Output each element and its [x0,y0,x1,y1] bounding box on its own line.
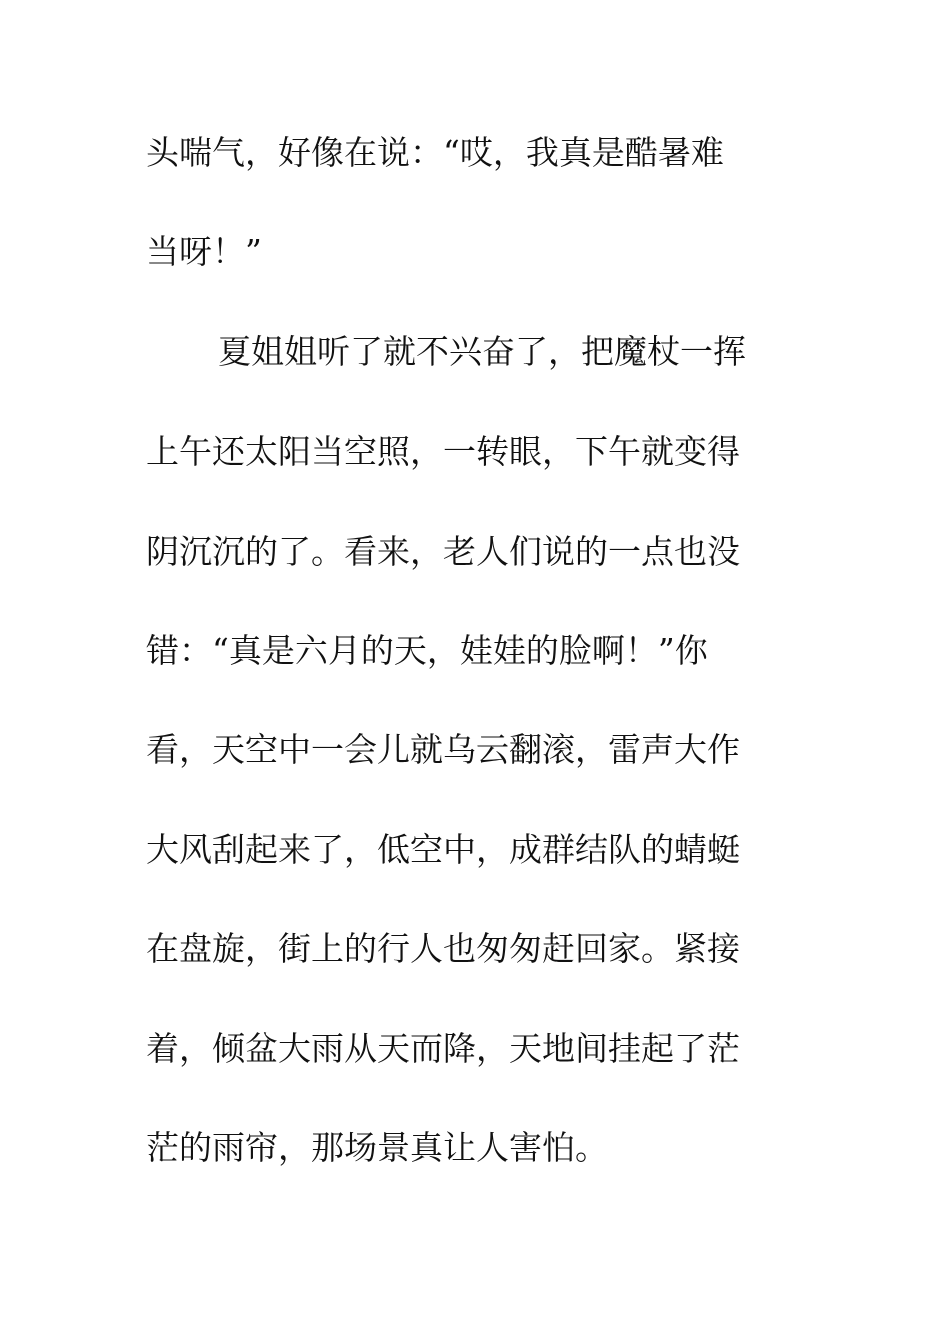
text-line: 头喘气，好像在说：“哎，我真是酷暑难 [146,133,724,172]
text-line: 看，天空中一会儿就乌云翻滚，雷声大作 [146,730,740,769]
text-line: 阴沉沉的了。看来，老人们说的一点也没 [146,532,740,571]
text-line: 在盘旋，街上的行人也匆匆赶回家。紧接 [146,929,740,968]
text-line: 着，倾盆大雨从天而降，天地间挂起了茫 [146,1029,740,1068]
paragraph-first-line: 夏姐姐听了就不兴奋了，把魔杖一挥 [218,332,746,371]
text-line: 大风刮起来了，低空中，成群结队的蜻蜓 [146,830,740,869]
text-line: 当呀！” [146,232,262,271]
text-line: 错：“真是六月的天，娃娃的脸啊！”你 [146,631,708,670]
text-line: 茫的雨帘，那场景真让人害怕。 [146,1128,608,1167]
text-line: 上午还太阳当空照，一转眼，下午就变得 [146,432,740,471]
